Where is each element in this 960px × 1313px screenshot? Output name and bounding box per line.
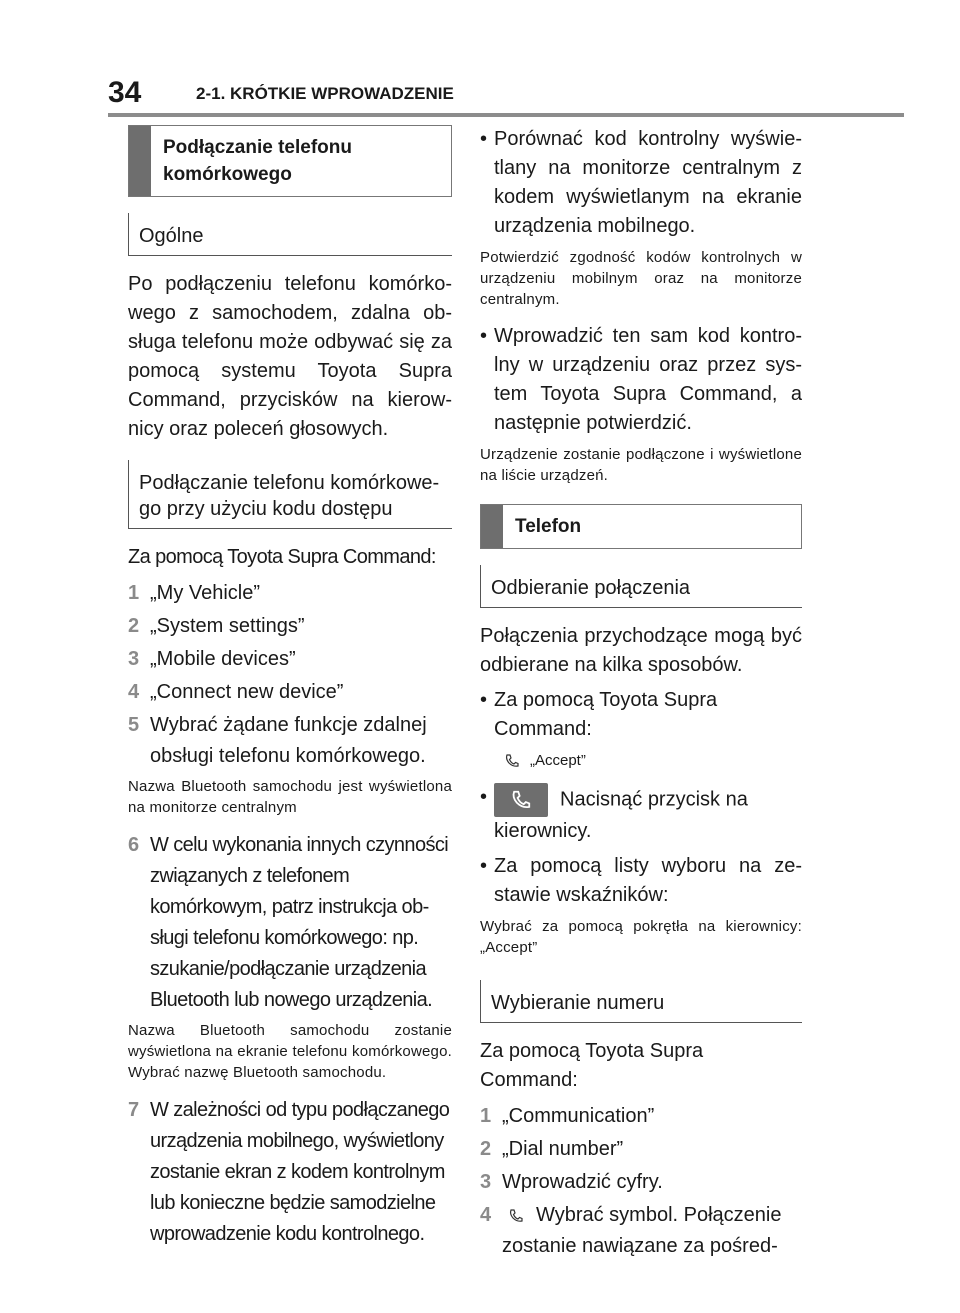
note-select-knob: Wybrać za pomocą pokrętła na kierownicy: „Accept” <box>480 918 802 956</box>
step-item <box>480 1101 802 1132</box>
step-text: W celu wykonania innych czynności związanych z telefonem komórkowym, patrz instrukcja obsługi telefonu komórkowego: np. szukanie/podłączanie urządzenia Bluetooth lub nowego urządzenia. <box>150 834 449 1011</box>
bullet-text: Nacisnąć przycisk na kierownicy. <box>494 788 748 842</box>
receive-paragraph: Połączenia przychodzące mogą być odbierane na kilka sposobów. <box>480 625 802 676</box>
section-bar <box>481 505 503 548</box>
note-select-bluetooth: Nazwa Bluetooth samochodu zostanie wyświetlona na ekranie telefonu komórkowego. Wybrać nazwę Bluetooth samochodu. <box>128 1022 452 1081</box>
step-text: Wybrać żądane funkcje zdalnej obsługi telefonu komórkowego. <box>150 714 427 767</box>
bullet-enter-code: • Wprowadzić ten sam kod kontrolny w urządzeniu oraz przez system Toyota Supra Command, a następnie potwierdzić. <box>480 322 802 438</box>
subhead-general: Ogólne <box>128 213 452 256</box>
bullet-text: Wprowadzić ten sam kod kontrolny w urządzeniu oraz przez system Toyota Supra Command, a następnie potwierdzić. <box>494 325 802 434</box>
bullet-text: Porównać kod kontrolny wyświetlany na monitorze centralnym z kodem wyświetlanym na ekranie urządzenia mobilnego. <box>494 128 802 237</box>
step-item <box>128 1095 452 1250</box>
bullet-supra-command: • Za pomocą Toyota Supra Command: <box>480 686 802 744</box>
section-title: Podłączanie telefonu komórkowego <box>163 137 352 185</box>
bullet-text: Za pomocą listy wyboru na zestawie wskaźników: <box>494 855 802 906</box>
accept-label: „Accept” <box>530 752 586 769</box>
dial-intro: Za pomocą Toyota Supra Command: <box>480 1040 704 1091</box>
step-text: Wybrać symbol. Połączenie zostanie nawiązane za pośred- <box>502 1204 782 1257</box>
subhead-access-code: Podłączanie telefonu komórkowego przy użyciu kodu dostępu <box>128 460 452 529</box>
step-number: 4 <box>128 681 140 703</box>
step-text: „Dial number” <box>502 1138 624 1160</box>
step-number: 6 <box>128 834 139 856</box>
step-item <box>128 578 452 609</box>
bullet-steering-button: • Nacisnąć przycisk na kierownicy. <box>480 783 802 846</box>
step-number: 2 <box>480 1138 492 1160</box>
phone-handset-icon <box>504 753 520 769</box>
bullet-text: Za pomocą Toyota Supra Command: <box>494 689 718 740</box>
intro-text: Za pomocą Toyota Supra Command: <box>128 546 436 568</box>
step-text: „System settings” <box>150 615 305 637</box>
section-heading-phone-connect <box>128 125 452 197</box>
note-bluetooth-name: Nazwa Bluetooth samochodu jest wyświetlona na monitorze centralnym <box>128 778 452 816</box>
step-text: W zależności od typu podłączanego urządzenia mobilnego, wyświetlony zostanie ekran z kodem kontrolnym lub konieczne będzie samodzielne wprowadzenie kodu kontrolnego. <box>150 1099 450 1245</box>
step-item <box>480 1167 802 1198</box>
general-paragraph: Po podłączeniu telefonu komórkowego z samochodem, zdalna obsługa telefonu może odbywać się za pomocą systemu Toyota Supra Command, przycisków na kierownicy oraz poleceń głosowych. <box>128 273 452 440</box>
section-heading-phone <box>480 504 802 549</box>
step-item <box>128 677 452 708</box>
step-item <box>128 830 452 1016</box>
step-item <box>128 611 452 642</box>
step-number: 4 <box>480 1204 492 1226</box>
chapter-title: 2-1. KRÓTKIE WPROWADZENIE <box>196 84 454 103</box>
subhead-dial-number: Wybieranie numeru <box>480 980 802 1023</box>
step-number: 2 <box>128 615 140 637</box>
accept-option <box>504 752 802 769</box>
bullet-compare-code: • Porównać kod kontrolny wyświetlany na monitorze centralnym z kodem wyświetlanym na ekranie urządzenia mobilnego. <box>480 125 802 241</box>
header-rule <box>108 113 904 117</box>
phone-handset-icon <box>508 1208 524 1224</box>
step-item <box>480 1200 802 1262</box>
step-item <box>128 710 452 772</box>
subhead-receive-call: Odbieranie połączenia <box>480 565 802 608</box>
left-column <box>128 125 452 1252</box>
step-number: 1 <box>128 582 140 604</box>
step-item <box>480 1134 802 1165</box>
step-number: 3 <box>128 648 140 670</box>
section-title: Telefon <box>515 516 582 537</box>
phone-handset-icon <box>510 789 532 811</box>
section-bar <box>129 126 151 196</box>
step-text: „Connect new device” <box>150 681 344 703</box>
step-text: Wprowadzić cyfry. <box>502 1171 663 1193</box>
steering-phone-button-icon <box>494 783 548 817</box>
note-device-connected: Urządzenie zostanie podłączone i wyświetlone na liście urządzeń. <box>480 446 802 484</box>
note-confirm-codes: Potwierdzić zgodność kodów kontrolnych w urządzeniu mobilnym oraz na monitorze centralnym. <box>480 249 802 308</box>
step-number: 1 <box>480 1105 492 1127</box>
step-text: „Communication” <box>502 1105 655 1127</box>
step-number: 5 <box>128 714 140 736</box>
step-number: 3 <box>480 1171 492 1193</box>
step-item <box>128 644 452 675</box>
bullet-selection-list: • Za pomocą listy wyboru na zestawie wskaźników: <box>480 852 802 910</box>
page-number: 34 <box>108 76 142 109</box>
right-column <box>480 125 802 1264</box>
step-number: 7 <box>128 1099 139 1121</box>
step-text: „Mobile devices” <box>150 648 296 670</box>
step-text: „My Vehicle” <box>150 582 261 604</box>
